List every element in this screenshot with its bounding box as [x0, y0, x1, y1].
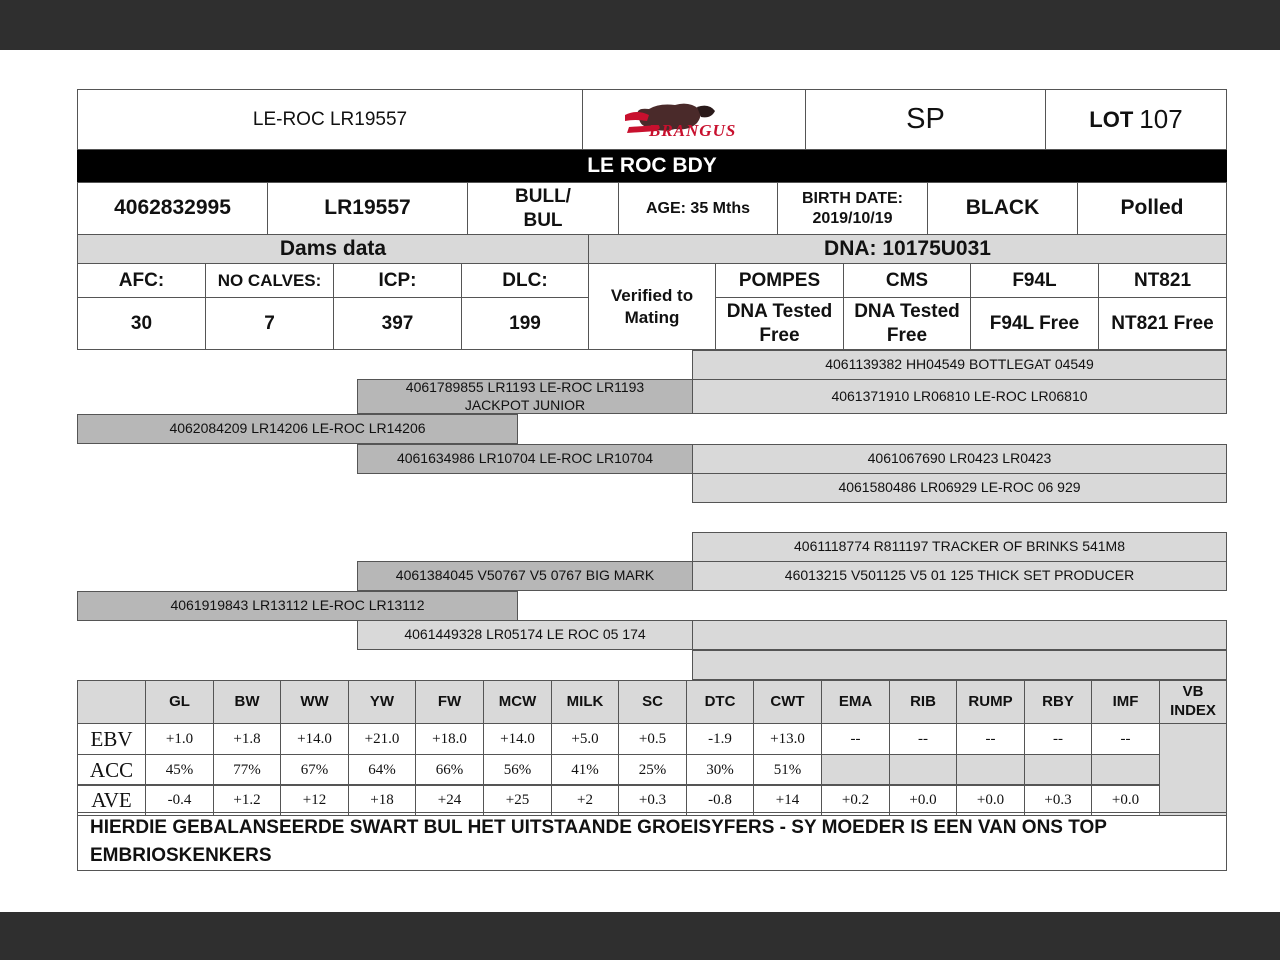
- dams-data-title: Dams data: [77, 234, 589, 264]
- pedigree-dam-dam: 4061449328 LR05174 LE ROC 05 174: [357, 620, 693, 650]
- registered-name: LE-ROC LR19557: [77, 89, 583, 150]
- pedigree-sire: 4062084209 LR14206 LE-ROC LR14206: [77, 414, 518, 444]
- animal-colour: BLACK: [927, 182, 1078, 235]
- ebv-value-cell: +0.0: [956, 784, 1025, 816]
- dna-result-pompes: DNA Tested Free: [715, 297, 844, 350]
- ebv-value-cell: 64%: [348, 754, 416, 786]
- ebv-value-cell: +0.3: [1024, 784, 1092, 816]
- dams-header-no-calves: NO CALVES:: [205, 263, 334, 298]
- ebv-value-cell: [1024, 754, 1092, 786]
- ebv-col-header: DTC: [686, 680, 754, 724]
- ebv-value-cell: -1.9: [686, 723, 754, 755]
- bottom-frame-bar: [0, 912, 1280, 960]
- ebv-value-cell: --: [1091, 723, 1160, 755]
- ebv-value-cell: [889, 754, 957, 786]
- horn-status: Polled: [1077, 182, 1227, 235]
- animal-id: 4062832995: [77, 182, 268, 235]
- pedigree-dsd: 46013215 V501125 V5 01 125 THICK SET PRODUCER: [692, 561, 1227, 591]
- pedigree-dam: 4061919843 LR13112 LE-ROC LR13112: [77, 591, 518, 621]
- pedigree-sire-sire: 4061789855 LR1193 LE-ROC LR1193 JACKPOT JUNIOR: [357, 379, 693, 414]
- verified-to-mating: Verified to Mating: [588, 263, 716, 350]
- ebv-value-cell: --: [1024, 723, 1092, 755]
- ebv-value-cell: +0.5: [618, 723, 687, 755]
- ebv-value-cell: +13.0: [753, 723, 822, 755]
- ebv-value-cell: +5.0: [551, 723, 619, 755]
- ebv-value-cell: --: [889, 723, 957, 755]
- dams-header-icp: ICP:: [333, 263, 462, 298]
- animal-name-banner: LE ROC BDY: [77, 150, 1227, 182]
- ebv-value-cell: 45%: [145, 754, 214, 786]
- ebv-col-header: FW: [415, 680, 484, 724]
- ebv-value-cell: [1091, 754, 1160, 786]
- ebv-col-header: MILK: [551, 680, 619, 724]
- ebv-value-cell: [956, 754, 1025, 786]
- ebv-value-cell: +0.0: [889, 784, 957, 816]
- ebv-value-cell: +12: [280, 784, 349, 816]
- pedigree-sss: 4061139382 HH04549 BOTTLEGAT 04549: [692, 350, 1227, 380]
- grade: SP: [805, 89, 1046, 150]
- ebv-value-cell: +1.8: [213, 723, 281, 755]
- top-frame-bar: [0, 0, 1280, 50]
- dams-header-afc: AFC:: [77, 263, 206, 298]
- birth-date: BIRTH DATE: 2019/10/19: [777, 182, 928, 235]
- dams-value-icp: 397: [333, 297, 462, 350]
- pedigree-sds: 4061067690 LR0423 LR0423: [692, 444, 1227, 474]
- dna-test-f94l: F94L: [970, 263, 1099, 298]
- ebv-value-cell: 56%: [483, 754, 552, 786]
- vb-index-value: [1159, 723, 1227, 816]
- dna-test-pompes: POMPES: [715, 263, 844, 298]
- ebv-value-cell: 51%: [753, 754, 822, 786]
- ebv-col-header: RUMP: [956, 680, 1025, 724]
- ebv-value-cell: [821, 754, 890, 786]
- ebv-value-cell: +25: [483, 784, 552, 816]
- pedigree-ssd: 4061371910 LR06810 LE-ROC LR06810: [692, 379, 1227, 414]
- ebv-row-label: ACC: [77, 754, 146, 786]
- ebv-value-cell: 77%: [213, 754, 281, 786]
- dna-result-nt821: NT821 Free: [1098, 297, 1227, 350]
- ebv-value-cell: +18.0: [415, 723, 484, 755]
- lot-number: 107: [1139, 104, 1183, 135]
- animal-age: AGE: 35 Mths: [618, 182, 778, 235]
- pedigree-sdd: 4061580486 LR06929 LE-ROC 06 929: [692, 473, 1227, 503]
- ebv-col-header: YW: [348, 680, 416, 724]
- ebv-value-cell: +2: [551, 784, 619, 816]
- animal-reg-number: LR19557: [267, 182, 468, 235]
- dna-test-nt821: NT821: [1098, 263, 1227, 298]
- ebv-value-cell: --: [956, 723, 1025, 755]
- ebv-value-cell: --: [821, 723, 890, 755]
- lot-box: [1045, 89, 1227, 150]
- ebv-value-cell: 67%: [280, 754, 349, 786]
- ebv-value-cell: 41%: [551, 754, 619, 786]
- pedigree-ddd: [692, 650, 1227, 680]
- ebv-col-header: IMF: [1091, 680, 1160, 724]
- ebv-col-header: CWT: [753, 680, 822, 724]
- dams-value-afc: 30: [77, 297, 206, 350]
- ebv-value-cell: +0.0: [1091, 784, 1160, 816]
- comment-text: HIERDIE GEBALANSEERDE SWART BUL HET UITSTAANDE GROEISYFERS - SY MOEDER IS EEN VAN ONS TOP EMBRIOSKENKERS: [77, 812, 1227, 871]
- ebv-value-cell: +24: [415, 784, 484, 816]
- ebv-col-header: SC: [618, 680, 687, 724]
- pedigree-dam-sire: 4061384045 V50767 V5 0767 BIG MARK: [357, 561, 693, 591]
- ebv-value-cell: -0.8: [686, 784, 754, 816]
- ebv-col-header: EMA: [821, 680, 890, 724]
- dna-result-f94l: F94L Free: [970, 297, 1099, 350]
- ebv-col-header: MCW: [483, 680, 552, 724]
- dna-title: DNA: 10175U031: [588, 234, 1227, 264]
- logo-text: BRANGUS: [649, 121, 737, 140]
- pedigree-sire-dam: 4061634986 LR10704 LE-ROC LR10704: [357, 444, 693, 474]
- ebv-value-cell: +21.0: [348, 723, 416, 755]
- ebv-value-cell: 30%: [686, 754, 754, 786]
- ebv-value-cell: +1.0: [145, 723, 214, 755]
- dna-test-cms: CMS: [843, 263, 971, 298]
- ebv-value-cell: +14.0: [483, 723, 552, 755]
- ebv-value-cell: -0.4: [145, 784, 214, 816]
- pedigree-dss: 4061118774 R811197 TRACKER OF BRINKS 541M8: [692, 532, 1227, 562]
- animal-sex: BULL/ BUL: [467, 182, 619, 235]
- ebv-col-header: RBY: [1024, 680, 1092, 724]
- ebv-value-cell: +18: [348, 784, 416, 816]
- ebv-col-header: BW: [213, 680, 281, 724]
- vb-index-header: VB INDEX: [1159, 680, 1227, 724]
- ebv-value-cell: +14: [753, 784, 822, 816]
- ebv-value-cell: +14.0: [280, 723, 349, 755]
- dams-value-no-calves: 7: [205, 297, 334, 350]
- brangus-logo: [582, 89, 806, 150]
- ebv-col-header: WW: [280, 680, 349, 724]
- ebv-row-label: AVE: [77, 784, 146, 816]
- dna-result-cms: DNA Tested Free: [843, 297, 971, 350]
- ebv-value-cell: 25%: [618, 754, 687, 786]
- dams-header-dlc: DLC:: [461, 263, 589, 298]
- ebv-value-cell: +0.2: [821, 784, 890, 816]
- ebv-corner: [77, 680, 146, 724]
- pedigree-dds: [692, 620, 1227, 650]
- ebv-col-header: RIB: [889, 680, 957, 724]
- ebv-value-cell: +1.2: [213, 784, 281, 816]
- ebv-value-cell: 66%: [415, 754, 484, 786]
- lot-label: LOT: [1089, 106, 1134, 132]
- ebv-col-header: GL: [145, 680, 214, 724]
- dams-value-dlc: 199: [461, 297, 589, 350]
- ebv-row-label: EBV: [77, 723, 146, 755]
- ebv-value-cell: +0.3: [618, 784, 687, 816]
